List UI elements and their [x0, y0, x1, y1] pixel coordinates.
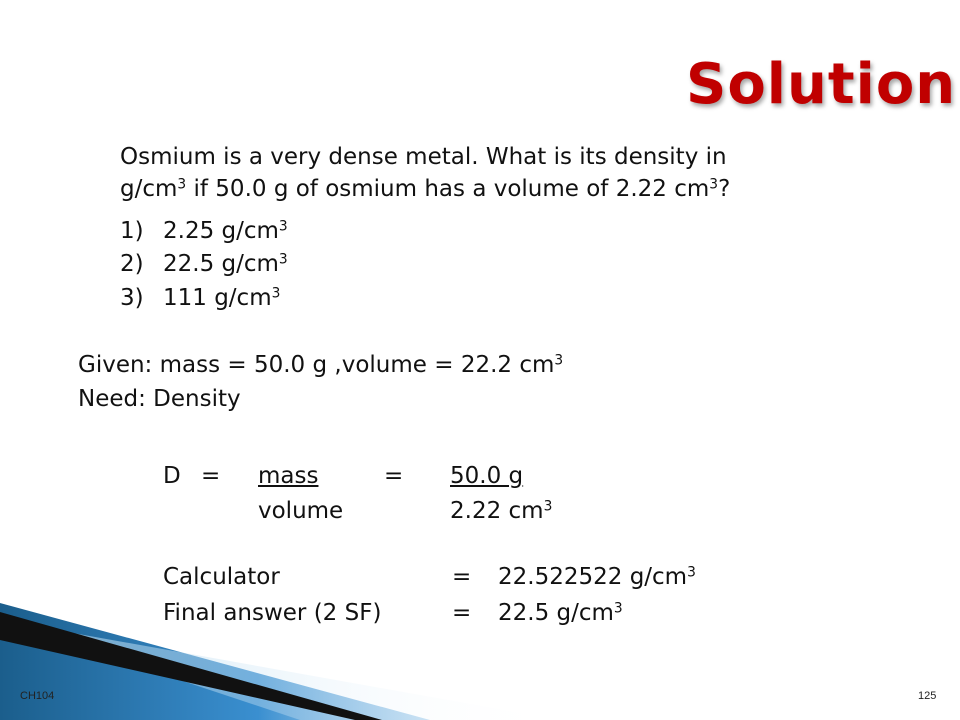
numerator-value: 50.0 g [450, 463, 524, 489]
footer-course: CH104 [20, 690, 55, 702]
numerator-mass: mass [258, 463, 319, 489]
option-2: 2) [120, 251, 144, 277]
option-3-text: 111 $g/cm^3$ [163, 285, 281, 311]
equals-sign-1: = [201, 463, 221, 489]
calculator-value: 22.522522 $g/cm^3$ [498, 564, 696, 590]
question-line-1: Osmium is a very dense metal. What is its density in [120, 144, 727, 170]
option-1: 1) [120, 218, 144, 244]
calculator-equals: = [452, 564, 472, 590]
final-answer-value: 22.5 $g/cm^3$ [498, 600, 623, 626]
given-line: Given: mass = 50.0 g ,volume = 22.2 $cm^3$ [78, 352, 564, 378]
need-line: Need: Density [78, 386, 241, 412]
footer-page-number: 125 [918, 690, 937, 702]
calculator-label: Calculator [163, 564, 280, 590]
option-1-text: 2.25 $g/cm^3$ [163, 218, 288, 244]
option-3: 3) [120, 285, 144, 311]
equals-sign-2: = [384, 463, 404, 489]
option-2-text: 22.5 $g/cm^3$ [163, 251, 288, 277]
final-answer-label: Final answer (2 SF) [163, 600, 382, 626]
denominator-value: 2.22 $cm^3$ [450, 498, 553, 524]
density-symbol: D [163, 463, 181, 489]
question-line-2: $g/cm^3$ if 50.0 g of osmium has a volume of 2.22 $cm^3$? [120, 176, 731, 202]
denominator-volume: volume [258, 498, 344, 524]
slide-title: Solution [686, 52, 957, 117]
final-answer-equals: = [452, 600, 472, 626]
